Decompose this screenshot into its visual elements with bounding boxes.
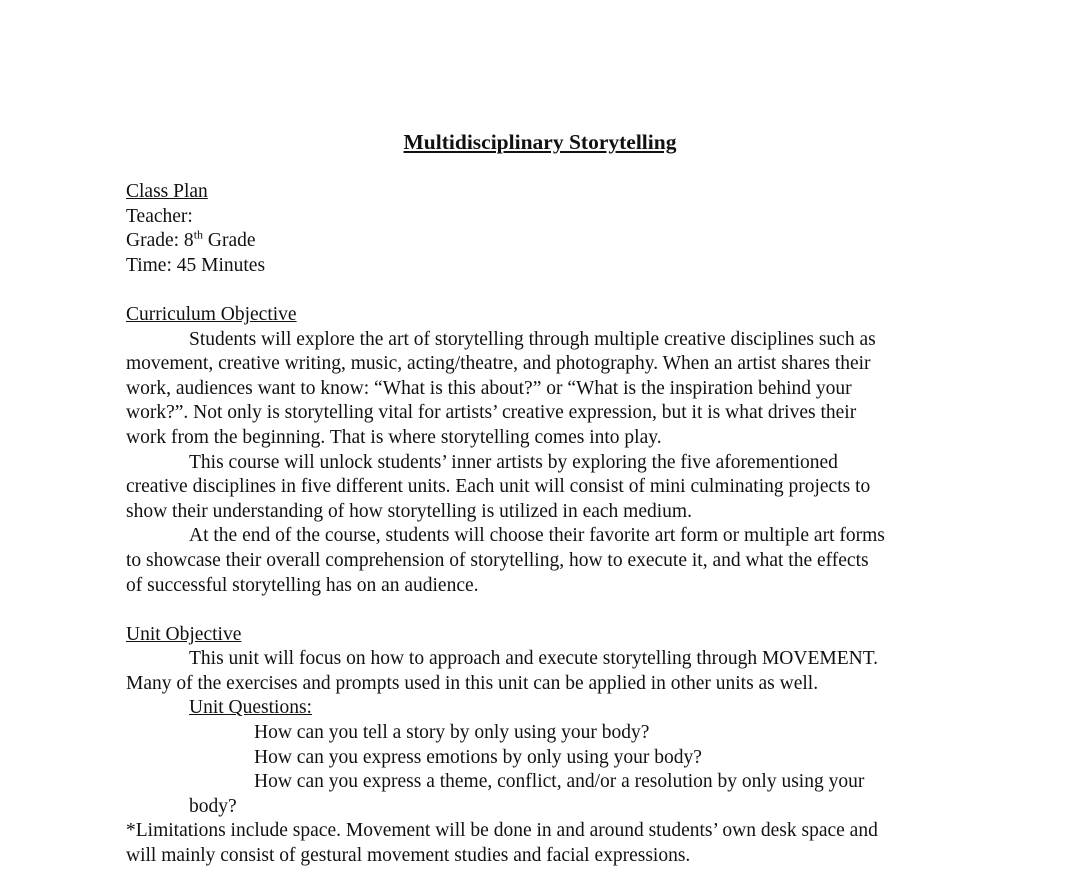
text-line: At the end of the course, students will choose their favorite art form or multiple art forms — [189, 525, 885, 547]
unit-question: How can you express emotions by only using your body? — [254, 746, 702, 768]
text-line: work?”. Not only is storytelling vital for artists’ creative expression, but it is what drives their — [126, 402, 857, 424]
curriculum-paragraph-3 — [126, 524, 954, 598]
text-line: This unit will focus on how to approach and execute storytelling through MOVEMENT. — [189, 648, 879, 670]
curriculum-paragraph-1 — [126, 328, 954, 451]
text-line: Students will explore the art of storytelling through multiple creative disciplines such as — [189, 328, 876, 350]
text-line: to showcase their overall comprehension of storytelling, how to execute it, and what the effects — [126, 549, 869, 571]
text-line: work, audiences want to know: “What is this about?” or “What is the inspiration behind your — [126, 377, 852, 399]
grade-superscript: th — [193, 227, 204, 242]
grade-suffix: Grade — [203, 230, 256, 252]
curriculum-paragraph-2 — [126, 451, 954, 525]
text-line: movement, creative writing, music, acting/theatre, and photography. When an artist shares their — [126, 353, 871, 375]
grade-line — [126, 229, 954, 254]
text-line: work from the beginning. That is where storytelling comes into play. — [126, 426, 662, 448]
unit-objective-section — [126, 623, 954, 869]
time-line: Time: 45 Minutes — [126, 254, 266, 276]
text-line: Many of the exercises and prompts used in this unit can be applied in other units as well. — [126, 672, 819, 694]
text-line: creative disciplines in five different units. Each unit will consist of mini culminating projects to — [126, 476, 871, 498]
class-plan-heading: Class Plan — [126, 181, 208, 202]
unit-question: How can you tell a story by only using your body? — [254, 722, 650, 744]
text-line: This course will unlock students’ inner artists by exploring the five aforementioned — [189, 451, 838, 473]
text-line: will mainly consist of gestural movement studies and facial expressions. — [126, 845, 691, 867]
class-plan-section — [126, 180, 954, 278]
unit-objective-paragraph — [126, 647, 954, 696]
unit-question: How can you express a theme, conflict, and/or a resolution by only using your — [254, 771, 865, 793]
grade-prefix: Grade: 8 — [126, 230, 194, 252]
teacher-line: Teacher: — [126, 205, 193, 227]
text-line: *Limitations include space. Movement will be done in and around students’ own desk space and — [126, 820, 878, 842]
unit-questions-list — [126, 721, 954, 819]
text-line: show their understanding of how storytelling is utilized in each medium. — [126, 500, 692, 522]
document-title: Multidisciplinary Storytelling — [403, 130, 677, 154]
curriculum-objective-section — [126, 303, 954, 598]
text-line: of successful storytelling has on an audience. — [126, 574, 479, 596]
curriculum-objective-heading: Curriculum Objective — [126, 303, 297, 325]
unit-question-wrap: body? — [189, 795, 237, 817]
unit-questions-heading — [126, 696, 954, 721]
limitations-note — [126, 819, 954, 868]
unit-objective-heading: Unit Objective — [126, 623, 242, 645]
unit-questions-label: Unit Questions: — [189, 697, 312, 719]
